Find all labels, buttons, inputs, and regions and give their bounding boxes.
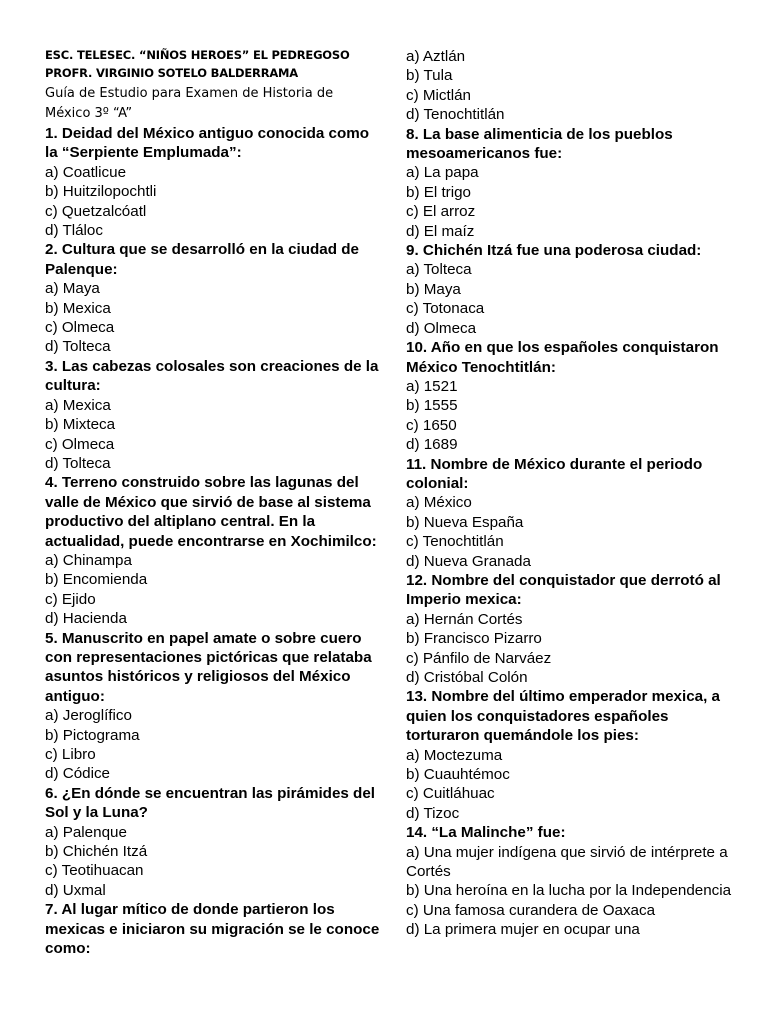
answer-option: c) Olmeca [45, 435, 115, 453]
question-block [45, 240, 380, 356]
question-block [406, 571, 741, 687]
right-question-list [406, 47, 741, 940]
question-block [406, 823, 741, 939]
question-block [406, 338, 741, 454]
question-block [45, 629, 380, 784]
question-text: 2. Cultura que se desarrolló en la ciudad de Palenque: [45, 241, 359, 278]
question-block [406, 455, 741, 571]
answer-option: c) Teotihuacan [45, 862, 144, 880]
question-block [45, 900, 380, 958]
question-block [406, 241, 741, 338]
answer-option: c) Cuitláhuac [406, 785, 495, 803]
answer-option: d) Códice [45, 765, 110, 783]
answer-option: b) Huitzilopochtli [45, 183, 157, 201]
question-block [45, 784, 380, 900]
answer-option: b) El trigo [406, 183, 471, 201]
answer-option: c) Mictlán [406, 86, 471, 104]
left-question-list [45, 124, 380, 958]
answer-option: a) México [406, 494, 472, 512]
answer-option: a) Palenque [45, 823, 127, 841]
answer-option: b) Maya [406, 280, 461, 298]
question-text: 11. Nombre de México durante el periodo colonial: [406, 455, 703, 492]
answer-option: b) Nueva España [406, 513, 524, 531]
answer-option: c) Olmeca [45, 319, 115, 337]
question-block [406, 47, 741, 125]
answer-option: a) Chinampa [45, 551, 132, 569]
answer-option: d) Hacienda [45, 610, 127, 628]
answer-option: c) Una famosa curandera de Oaxaca [406, 901, 656, 919]
question-text: 6. ¿En dónde se encuentran las pirámides del Sol y la Luna? [45, 784, 376, 822]
answer-option: b) Una heroína en la lucha por la Independencia [406, 882, 732, 900]
answer-option: b) Francisco Pizarro [406, 630, 542, 648]
answer-option: d) Tolteca [45, 454, 111, 472]
answer-option: c) Totonaca [406, 300, 485, 318]
guide-title [45, 84, 380, 124]
question-text: 4. Terreno construido sobre las lagunas del valle de México que sirvió de base al sistema productivo del altiplano central. En la actualidad, puede encontrarse en Xochimilco: [45, 474, 377, 550]
answer-option: b) 1555 [406, 397, 458, 415]
question-text: 10. Año en que los españoles conquistaron México Tenochtitlán: [406, 339, 719, 376]
answer-option: c) Pánfilo de Narváez [406, 649, 552, 667]
answer-option: c) Quetzalcóatl [45, 202, 147, 220]
answer-option: c) Ejido [45, 590, 96, 608]
question-text: 9. Chichén Itzá fue una poderosa ciudad: [406, 242, 702, 260]
answer-option: d) Tláloc [45, 222, 103, 240]
answer-option: c) Libro [45, 746, 96, 763]
question-block [45, 473, 380, 628]
question-text: 5. Manuscrito en papel amate o sobre cuero con representaciones pictóricas que relataba asuntos históricos y religiosos del México antiguo: [45, 629, 372, 705]
answer-option: b) Cuauhtémoc [406, 766, 510, 784]
answer-option: b) Chichén Itzá [45, 843, 148, 861]
answer-option: d) Olmeca [406, 319, 477, 337]
answer-option: c) Tenochtitlán [406, 533, 504, 551]
question-text: 14. “La Malinche” fue: [406, 824, 566, 842]
answer-option: d) El maíz [406, 222, 475, 240]
question-block [406, 687, 741, 823]
answer-option: d) Tenochtitlán [406, 106, 505, 124]
answer-option: b) Mixteca [45, 416, 116, 434]
left-column [45, 46, 380, 958]
answer-option: b) Encomienda [45, 571, 148, 589]
question-text: 8. La base alimenticia de los pueblos mesoamericanos fue: [406, 125, 673, 163]
question-text: 13. Nombre del último emperador mexica, a quien los conquistadores españoles torturaron quemándole los pies: [406, 688, 720, 745]
answer-option: d) Tolteca [45, 338, 111, 356]
question-text: 7. Al lugar mítico de donde partieron los mexicas e iniciaron su migración se le conoce como: [45, 901, 380, 958]
answer-option: a) Aztlán [406, 48, 466, 65]
answer-option: a) 1521 [406, 377, 458, 395]
answer-option: a) Moctezuma [406, 746, 503, 764]
answer-option: d) La primera mujer en ocupar una [406, 921, 640, 939]
answer-option: b) Tula [406, 67, 453, 85]
answer-option: d) Cristóbal Colón [406, 669, 528, 686]
answer-option: d) Nueva Granada [406, 552, 531, 570]
question-block [45, 124, 380, 240]
question-block [45, 357, 380, 473]
answer-option: a) Tolteca [406, 261, 472, 279]
answer-option: c) El arroz [406, 203, 476, 221]
answer-option: a) Maya [45, 280, 100, 298]
teacher-name: PROFR. VIRGINIO SOTELO BALDERRAMA [45, 66, 298, 80]
answer-option: d) 1689 [406, 436, 458, 454]
answer-option: a) Hernán Cortés [406, 610, 523, 628]
question-text: 3. Las cabezas colosales son creaciones de la cultura: [45, 357, 379, 395]
right-column [406, 47, 741, 940]
answer-option: a) Jeroglífico [45, 707, 132, 725]
answer-option: d) Tizoc [406, 804, 460, 822]
answer-option: c) 1650 [406, 416, 457, 434]
answer-option: b) Pictograma [45, 726, 140, 744]
answer-option: b) Mexica [45, 299, 111, 317]
guide-title-line-2: México 3º “A” [45, 106, 133, 121]
question-text: 1. Deidad del México antiguo conocida como la “Serpiente Emplumada”: [45, 125, 370, 162]
answer-option: a) Mexica [45, 396, 111, 414]
answer-option: d) Uxmal [45, 881, 106, 899]
guide-title-line-1: Guía de Estudio para Examen de Historia de [45, 86, 334, 101]
answer-option: a) La papa [406, 164, 479, 182]
question-block [406, 125, 741, 241]
school-name: ESC. TELESEC. “NIÑOS HEROES” EL PEDREGOSO [45, 48, 350, 62]
answer-option: a) Una mujer indígena que sirvió de intérprete a Cortés [406, 843, 728, 881]
question-text: 12. Nombre del conquistador que derrotó al Imperio mexica: [406, 571, 721, 609]
answer-option: a) Coatlicue [45, 163, 127, 181]
